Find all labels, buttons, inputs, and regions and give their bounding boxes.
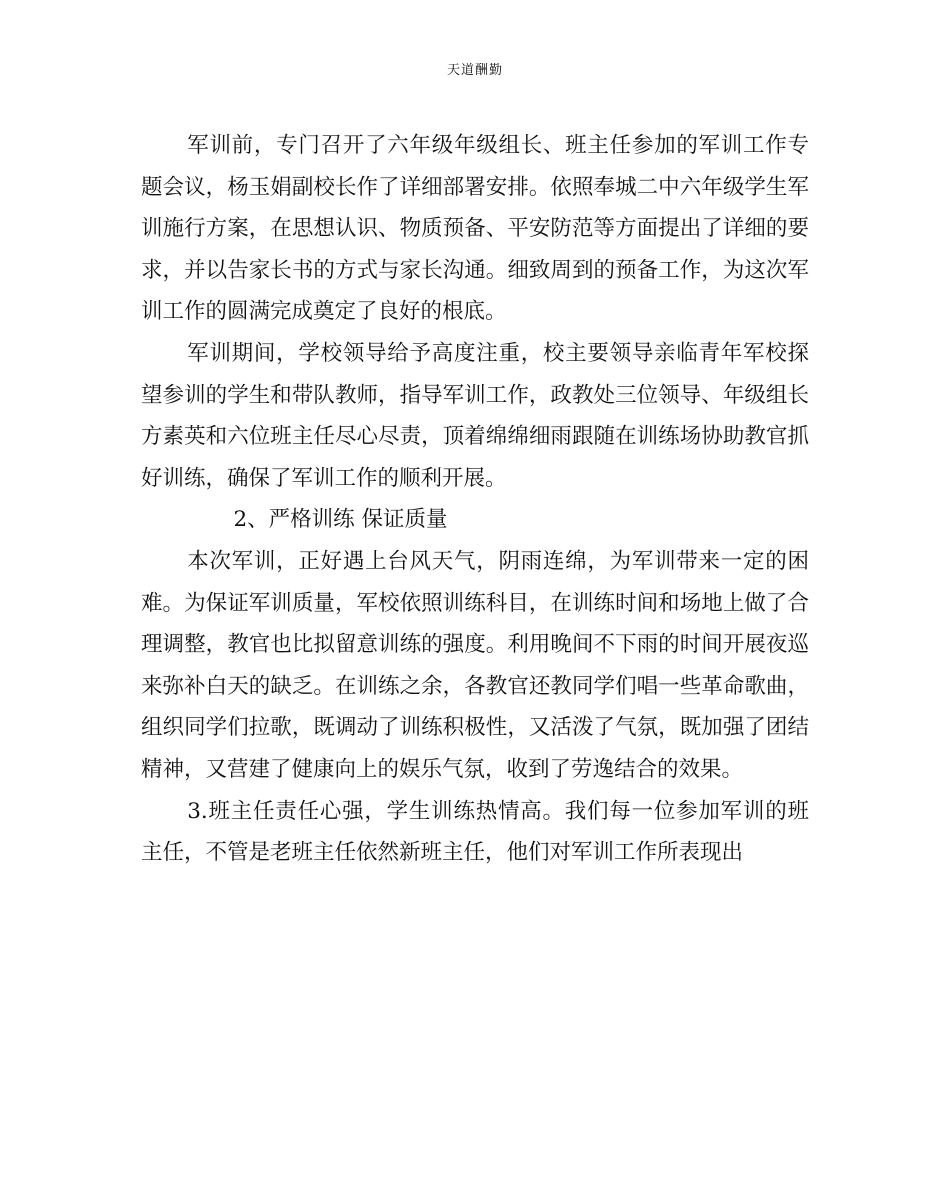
paragraph-training-period: 军训期间，学校领导给予高度注重，校主要领导亲临青年军校探望参训的学生和带队教师，指导军训工作，政教处三位领导、年级组长方素英和六位班主任尽心尽责，顶着绵绵细雨跟随在训练场协助教官抓好训练，确保了军训工作的顺利开展。 bbox=[141, 340, 809, 491]
page-header: 天道酬勤 bbox=[446, 63, 503, 78]
paragraph-preparation: 军训前，专门召开了六年级年级组长、班主任参加的军训工作专题会议，杨玉娟副校长作了详细部署安排。依照奉城二中六年级学生军训施行方案，在思想认识、物质预备、平安防范等方面提出了详细的要求，并以告家长书的方式与家长沟通。细致周到的预备工作，为这次军训工作的圆满完成奠定了良好的根底。 bbox=[141, 133, 809, 325]
section-heading-strict-training: 2、严格训练 保证质量 bbox=[233, 507, 448, 533]
paragraph-training-quality: 本次军训，正好遇上台风天气，阴雨连绵，为军训带来一定的困难。为保证军训质量，军校依照训练科目，在训练时间和场地上做了合理调整，教官也比拟留意训练的强度。利用晚间不下雨的时间开展夜巡来弥补白天的缺乏。在训练之余，各教官还教同学们唱一些革命歌曲，组织同学们拉歌，既调动了训练积极性，又活泼了气氛，既加强了团结精神，又营建了健康向上的娱乐气氛，收到了劳逸结合的效果。 bbox=[141, 548, 809, 782]
document-body bbox=[141, 125, 809, 874]
paragraph-head-teachers: 3.班主任责任心强，学生训练热情高。我们每一位参加军训的班主任，不管是老班主任依然新班主任，他们对军训工作所表现出 bbox=[141, 798, 809, 866]
